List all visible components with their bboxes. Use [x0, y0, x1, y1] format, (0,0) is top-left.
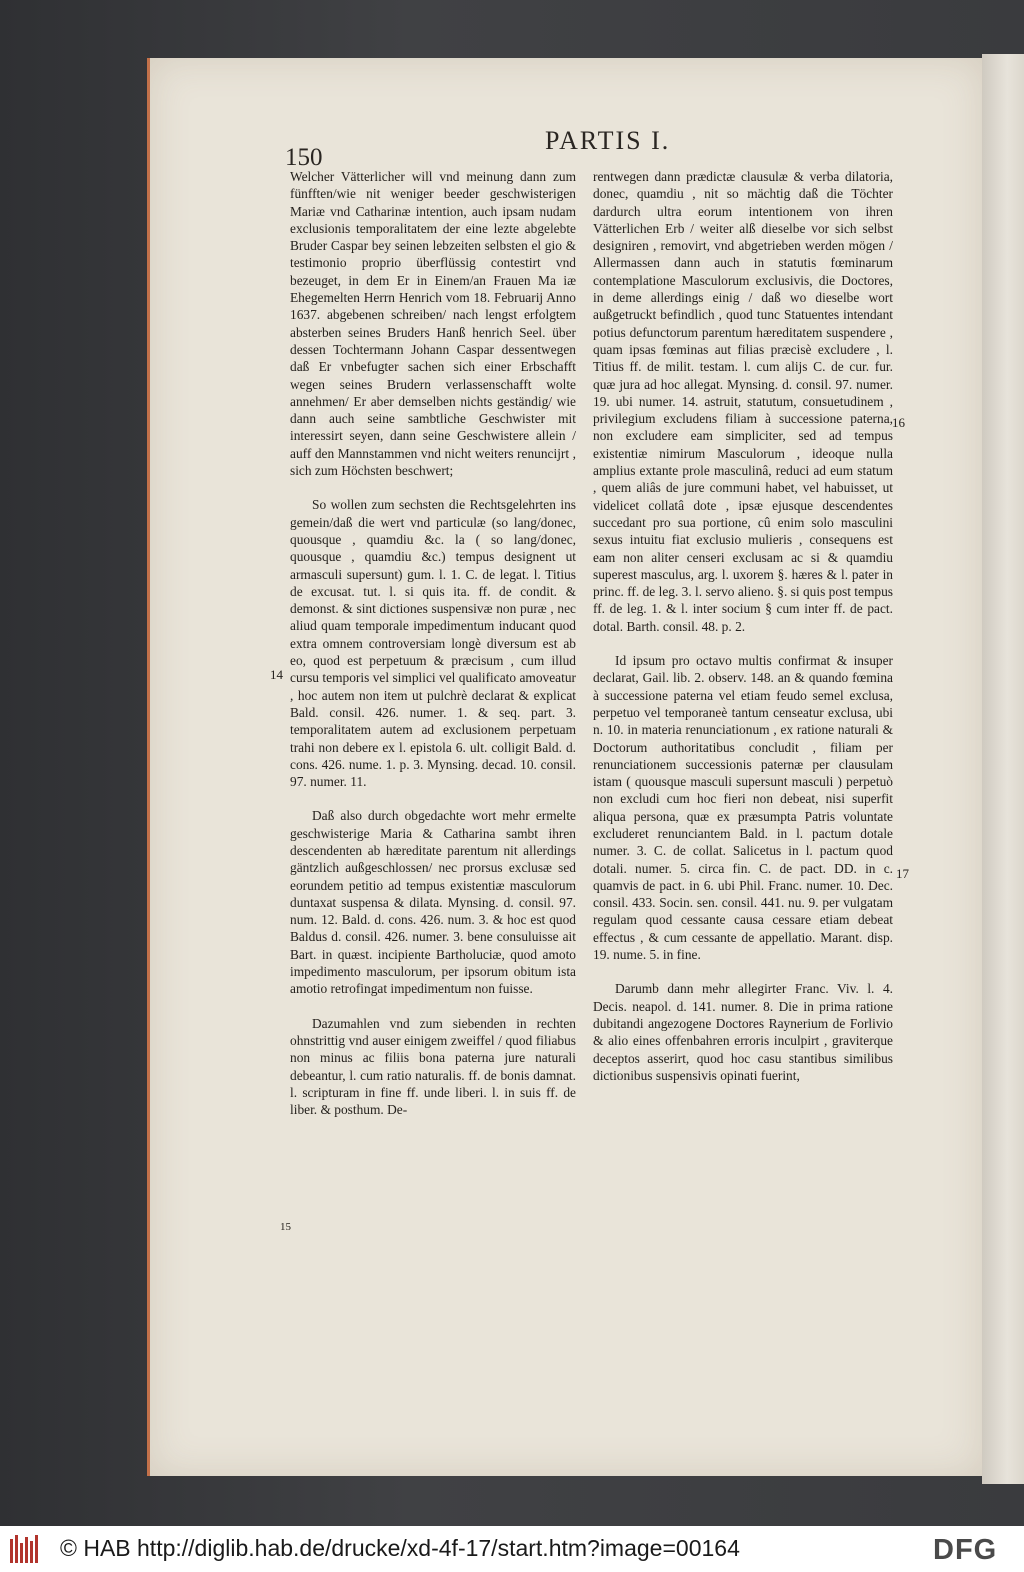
margin-number: 17: [896, 866, 909, 881]
footer-link[interactable]: © HAB http://diglib.hab.de/drucke/xd-4f-17/start.htm?image=00164: [60, 1535, 740, 1561]
paragraph: Darumb dann mehr allegirter Franc. Viv. l. 4. Decis. neapol. d. 141. numer. 8. Die in prima ratione dubitandi angezogene Doctores Raynerium de Forlivio & alio eines offenbahren erroris inculpirt , graviterque deceptos asserirt, quod hoc casu stantibus similibus dictionibus suspensivis opinati fuerint,: [593, 981, 893, 1083]
paragraph: Welcher Vätterlicher will vnd meinung dann zum fünfften/wie nit weniger beeder geschwisterigen Mariæ vnd Catharinæ intention, auch ipsam nudam exclusionis temporalitatem der eine lezte abgelebte Bruder Caspar bey seinen lebzeiten selbsten el gio & testimonio proprio überflüssig contestirt vnd bezeuget, in dem Er in Einem/an Frauen Ma iæ Ehegemelten Herrn Henrich vom 18. Februarij Anno 1637. abgebenen schreiben/ nach lengst erfolgtem absterben seines Bruders Hanß henrich Seel. über dessen Tochtermann Johann Caspar dessentwegen daß Er vnbefugter sachen sich einer Erbschafft wegen seines Brudern verlassenschafft wolte annehmen/ Er aber demselben nichts geständig/ wie dann auch seine sambtliche Geschwister mit interessirt seyen, dann seine Geschwistere allein / auff den Mannstammen vnd nicht weiters renuncijrt , sich zum Höchsten beschwert;: [290, 169, 576, 479]
paragraph: rentwegen dann prædictæ clausulæ & verba dilatoria, donec, quamdiu , nit so mächtig daß die Töchter dardurch ultra eorum intentionem von ihren Vätterlichen Erb / weiter alß dieselbe vor sich selbst designiren , removirt, vnd abgetrieben werden mögen / Allermassen dann auch in statutis fœminarum contemplatione Masculorum exclusivis, die Doctores, in deme allerdings einig / daß wo dieselbe wort außgetruckt befindlich , quod tunc Statuentes intendant potius defunctorum parentum hæreditatem suspendere , quam ipsas fœminas aut filias præcisè excludere , l. Titius ff. de milit. testam. l. cum alijs C. de cur. fur. quæ jura ad hoc allegat. Mynsing. d. consil. 97. numer. 19. ubi numer. 14. astruit, statutum, consuetudinem , privilegium excludens filiam à successione paterna, non excludere eam simpliciter, sed ad tempus existentiæ nimirum Masculorum , ideoque nulla amplius extante prole masculinâ, reduci ad eum statum , quem aliâs de jure communi habet, vel habuisset, ut videlicet collatâ dote , ipsæ ejusque descendentes succedant pro sua portione, cû enim solo masculini sexus intuitu fiat exclusio mulieris , consequens est eam non aliter censeri exclusam ac si & quamdiu superest masculus, arg. l. uxorem §. hæres & l. pater in princ. ff. de leg. 3. l. servo alieno. §. si quis post tempus ff. de leg. 1. & l. inter socium § cum inter ff. de pact. dotal. Barth. consil. 48. p. 2.: [593, 169, 893, 634]
margin-number: 16: [892, 415, 905, 430]
paragraph: Id ipsum pro octavo multis confirmat & insuper declarat, Gail. lib. 2. observ. 148. an & quando fœmina à successione paterna vel etiam feudo semel exclusa, perpetuo vel temporaneè tantum censeatur exclusa, ubi n. 10. in materia renunciationum , ex ratione naturali & Doctorum authoritatibus concludit , filiam per renunciationem successionis paternæ per clausulam istam ( quousque masculi supersunt masculi ) perpetuò non excludi cum hoc fieri non debeat, nisi superfit aliqua persona, quæ ex præsumpta Patris voluntate excluderet renunciantem Bald. in l. pactum dotale numer. 3. C. de collat. Salicetus in l. pactum quod dotali. numer. 5. circa fin. C. de pact. DD. in c. quamvis de pact. in 6. ubi Phil. Franc. numer. 10. Dec. consil. 433. Socin. sen. consil. 441. nu. 9. per vulgatam regulam quod cessante causa cessare etiam debeat effectus , & cum cessante de appellatio. Marant. disp. 19. nume. 5. in fine.: [593, 653, 893, 963]
left-column: [290, 168, 576, 1135]
page-number: 150: [285, 144, 323, 171]
next-page-edge: [982, 54, 1024, 1484]
margin-number: 15: [280, 1221, 291, 1233]
paragraph: So wollen zum sechsten die Rechtsgelehrten ins gemein/daß die wert vnd particulæ (so lang/donec, quousque , quamdiu &c. la ( so lang/donec, quousque , quamdiu &c.) tempus designent ut armasculi supersunt) gum. l. 1. C. de legat. l. Titius de excusat. tut. l. si quis ita. ff. de condit. & demonst. & sint dictiones suspensivæ non puræ , nec aliud quam temporale impedimentum inducant quod extra omnem controversiam longè diversum est ab eo, quod est perpetuum & præcisum , cum illud cursu temporis vel simplici vel qualificato amoveatur , hoc autem non item ut pulchrè declarat & explicat Bald. consil. 426. numer. 1. & seq. part. 3. temporalitatem autem ad exclusionem perpetuam trahi non debere ex l. epistola 6. ult. colligit Bald. d. cons. 426. nume. 1. p. 3. Mynsing. decad. 10. consil. 97. numer. 11.: [290, 497, 576, 790]
paragraph: Daß also durch obgedachte wort mehr ermelte geschwisterige Maria & Catharina sambt ihren descendenten ab hæreditate parentum nit allerdings gäntzlich außgeschlossen/ nec prorsus exclusæ sed eorundem petitio ad tempus existentiæ masculorum duntaxat suspensa & dilata. Mynsing. d. consil. 97. num. 12. Bald. d. cons. 426. num. 3. & hoc est quod Baldus d. consil. 426. numer. 3. bene consuluisse ait Bart. in quæst. incipiente Bartholuciæ, quod amoto impedimento masculorum, per ipsorum obitum ista amotio retrofingat impedimentum non fuisse.: [290, 808, 576, 997]
footer-bar: [0, 1526, 1024, 1572]
margin-number: 14: [270, 667, 283, 682]
running-head-title: PARTIS I.: [545, 126, 671, 155]
paragraph: Dazumahlen vnd zum siebenden in rechten ohnstrittig vnd auser einigem zweiffel / quod filiabus non minus ac filiis bona paterna jure naturali debeantur, l. cum ratio naturalis. ff. de bonis damnat. l. scripturam in fine ff. unde liberi. l. in suis ff. de liber. & posthum. De-: [290, 1015, 576, 1118]
dfg-logo: DFG: [933, 1534, 998, 1566]
hab-logo-icon: [8, 1533, 44, 1565]
right-column: [593, 168, 893, 1101]
book-page: [147, 58, 982, 1476]
